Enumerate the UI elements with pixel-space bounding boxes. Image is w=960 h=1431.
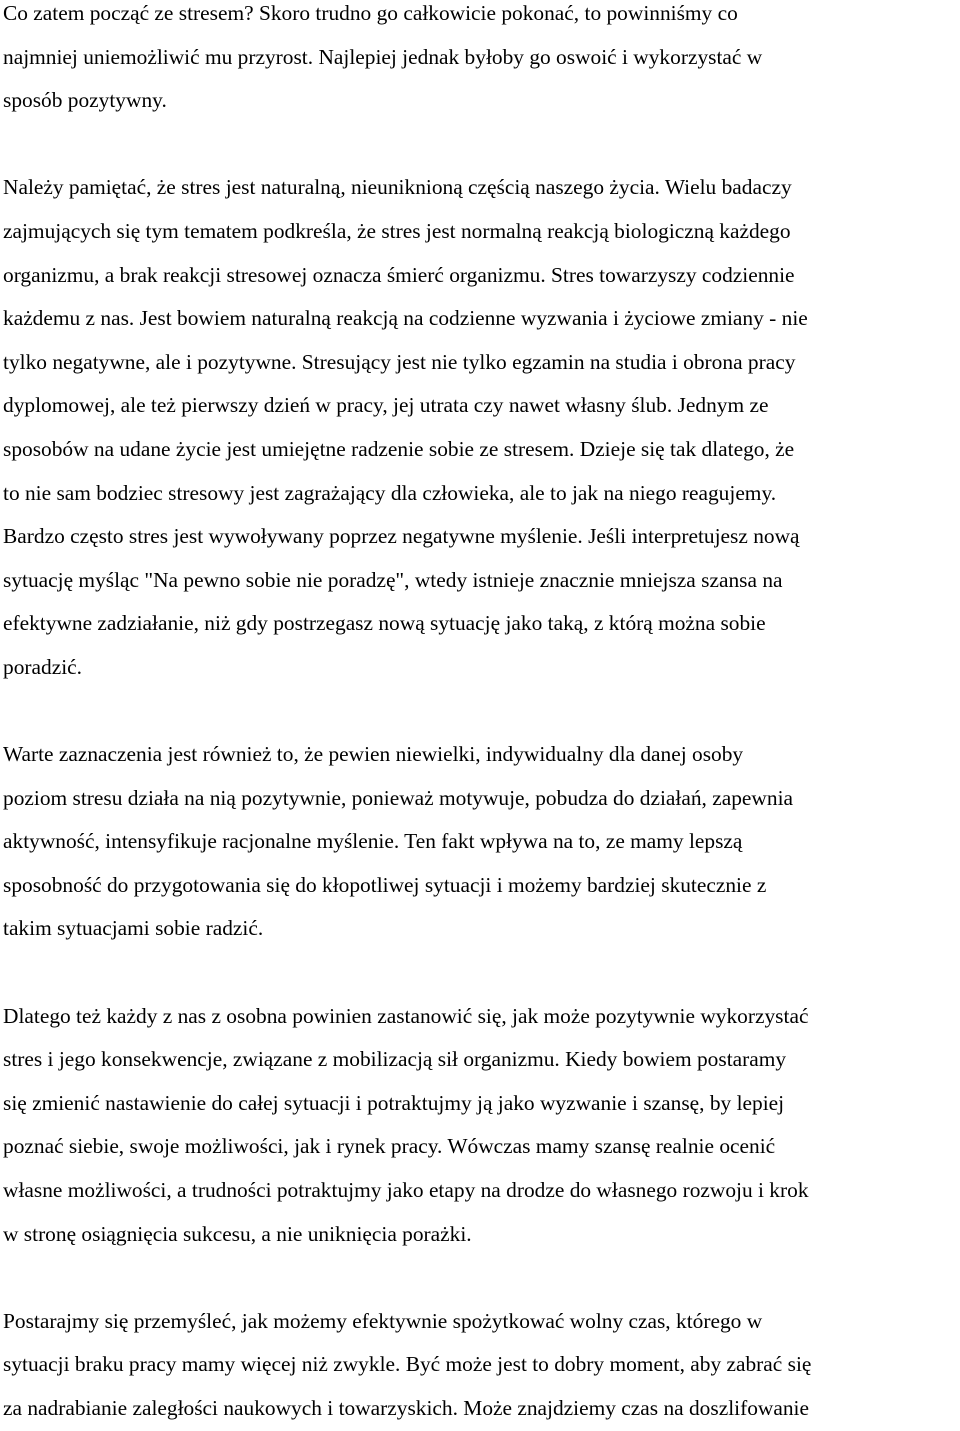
text-line: poziom stresu działa na nią pozytywnie, ponieważ motywuje, pobudza do działań, zapewnia [3,785,794,810]
text-line: sytuacji braku pracy mamy więcej niż zwykle. Być może jest to dobry moment, aby zabrać się [3,1352,812,1377]
text-line: najmniej uniemożliwić mu przyrost. Najlepiej jednak byłoby go oswoić i wykorzystać w [3,44,763,69]
text-line: Warte zaznaczenia jest również to, że pewien niewielki, indywidualny dla danej osoby [3,742,744,767]
text-line: organizmu, a brak reakcji stresowej oznacza śmierć organizmu. Stres towarzyszy codziennie [3,262,795,287]
text-line: sposobów na udane życie jest umiejętne radzenie sobie ze stresem. Dzieje się tak dlatego, że [3,436,795,461]
text-line: za nadrabianie zaległości naukowych i towarzyskich. Może znajdziemy czas na doszlifowanie [3,1396,809,1420]
text-line: poznać siebie, swoje możliwości, jak i rynek pracy. Wówczas mamy szansę realnie ocenić [3,1134,776,1159]
text-line: każdemu z nas. Jest bowiem naturalną reakcją na codzienne wyzwania i życiowe zmiany - nie [3,306,808,331]
text-line: stres i jego konsekwencje, związane z mobilizacją sił organizmu. Kiedy bowiem postaramy [3,1047,787,1072]
text-line: dyplomowej, ale też pierwszy dzień w pracy, jej utrata czy nawet własny ślub. Jednym ze [3,393,769,418]
text-line: własne możliwości, a trudności potraktujmy jako etapy na drodze do własnego rozwoju i krok [3,1178,809,1203]
text-line: to nie sam bodziec stresowy jest zagrażający dla człowieka, ale to jak na niego reagujemy. [3,480,777,505]
text-line: aktywność, intensyfikuje racjonalne myślenie. Ten fakt wpływa na to, ze mamy lepszą [3,829,743,854]
text-line: poradzić. [3,654,82,679]
text-line: efektywne zadziałanie, niż gdy postrzegasz nową sytuację jako taką, z którą można sobie [3,611,766,636]
text-line: w stronę osiągnięcia sukcesu, a nie uniknięcia porażki. [3,1221,472,1246]
text-line: sposób pozytywny. [3,88,167,113]
paragraph-4 [3,995,958,1257]
paragraph-3 [3,733,958,951]
text-line: takim sytuacjami sobie radzić. [3,916,264,941]
text-line: sytuację myśląc "Na pewno sobie nie poradzę", wtedy istnieje znacznie mniejsza szansa na [3,567,783,592]
paragraph-1 [3,0,958,123]
text-line: Dlatego też każdy z nas z osobna powinien zastanowić się, jak może pozytywnie wykorzystać [3,1003,809,1028]
text-line: Postarajmy się przemyśleć, jak możemy efektywnie spożytkować wolny czas, którego w [3,1308,763,1333]
paragraph-5 [3,1300,958,1431]
text-line: tylko negatywne, ale i pozytywne. Stresujący jest nie tylko egzamin na studia i obrona pracy [3,349,796,374]
text-line: Należy pamiętać, że stres jest naturalną, nieuniknioną częścią naszego życia. Wielu badaczy [3,175,792,200]
text-line: się zmienić nastawienie do całej sytuacji i potraktujmy ją jako wyzwanie i szansę, by lepiej [3,1090,785,1115]
text-line: Bardzo często stres jest wywoływany poprzez negatywne myślenie. Jeśli interpretujesz nową [3,524,800,549]
paragraph-2 [3,166,958,689]
text-line: Co zatem począć ze stresem? Skoro trudno go całkowicie pokonać, to powinniśmy co [3,1,738,25]
text-line: zajmujących się tym tematem podkreśla, że stres jest normalną reakcją biologiczną każdego [3,218,791,243]
text-line: sposobność do przygotowania się do kłopotliwej sytuacji i możemy bardziej skutecznie z [3,872,767,897]
document-page [3,0,958,1431]
